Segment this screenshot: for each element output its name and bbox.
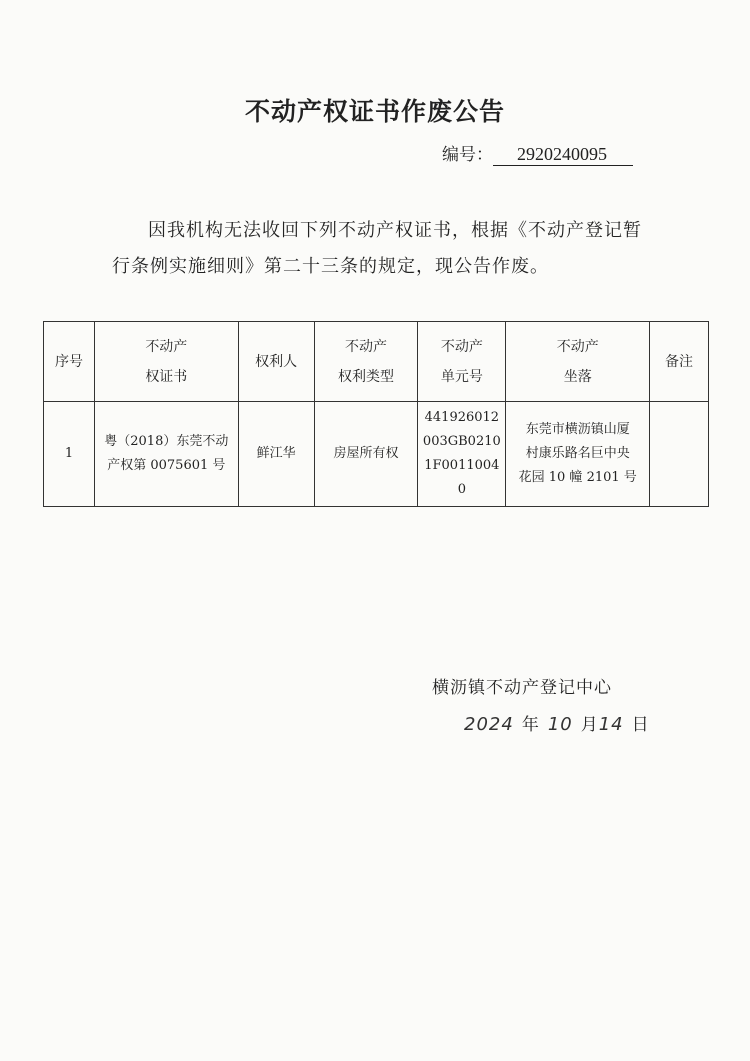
cell-certificate: 粤（2018）东莞不动 产权第 0075601 号: [94, 402, 238, 507]
table-header-row: [44, 322, 709, 402]
header-unit-no: 不动产 单元号: [418, 322, 506, 402]
date-month-unit: 月: [580, 715, 599, 735]
cell-location: 东莞市横沥镇山厦 村康乐路名巨中央 花园 10 幢 2101 号: [506, 402, 650, 507]
table-row: [44, 402, 709, 507]
header-certificate: 不动产 权证书: [94, 322, 238, 402]
cell-index: 1: [44, 402, 95, 507]
issue-date: [464, 710, 650, 735]
issuer-name: 横沥镇不动产登记中心: [432, 678, 612, 698]
cell-right-type: 房屋所有权: [314, 402, 418, 507]
document-number-label: 编号：: [442, 145, 493, 165]
header-remark: 备注: [650, 322, 709, 402]
header-owner: 权利人: [238, 322, 314, 402]
date-year: 2024: [464, 714, 514, 735]
header-right-type: 不动产 权利类型: [314, 322, 418, 402]
certificate-table: [43, 321, 709, 507]
cell-owner: 鲜江华: [238, 402, 314, 507]
date-day: 14: [598, 714, 624, 735]
date-month: 10: [547, 714, 573, 735]
header-location: 不动产 坐落: [506, 322, 650, 402]
cell-unit-no: 441926012 003GB0210 1F0011004 0: [418, 402, 506, 507]
document-number: [442, 140, 633, 166]
notice-paragraph: 因我机构无法收回下列不动产权证书，根据《不动产登记暂行条例实施细则》第二十三条的规定，现公告作废。: [112, 220, 642, 277]
date-year-unit: 年: [521, 715, 540, 735]
document-number-value: 2920240095: [493, 144, 633, 166]
page-title: 不动产权证书作废公告: [244, 97, 505, 126]
header-index: 序号: [44, 322, 95, 402]
date-day-unit: 日: [631, 715, 650, 735]
cell-remark: [650, 402, 709, 507]
